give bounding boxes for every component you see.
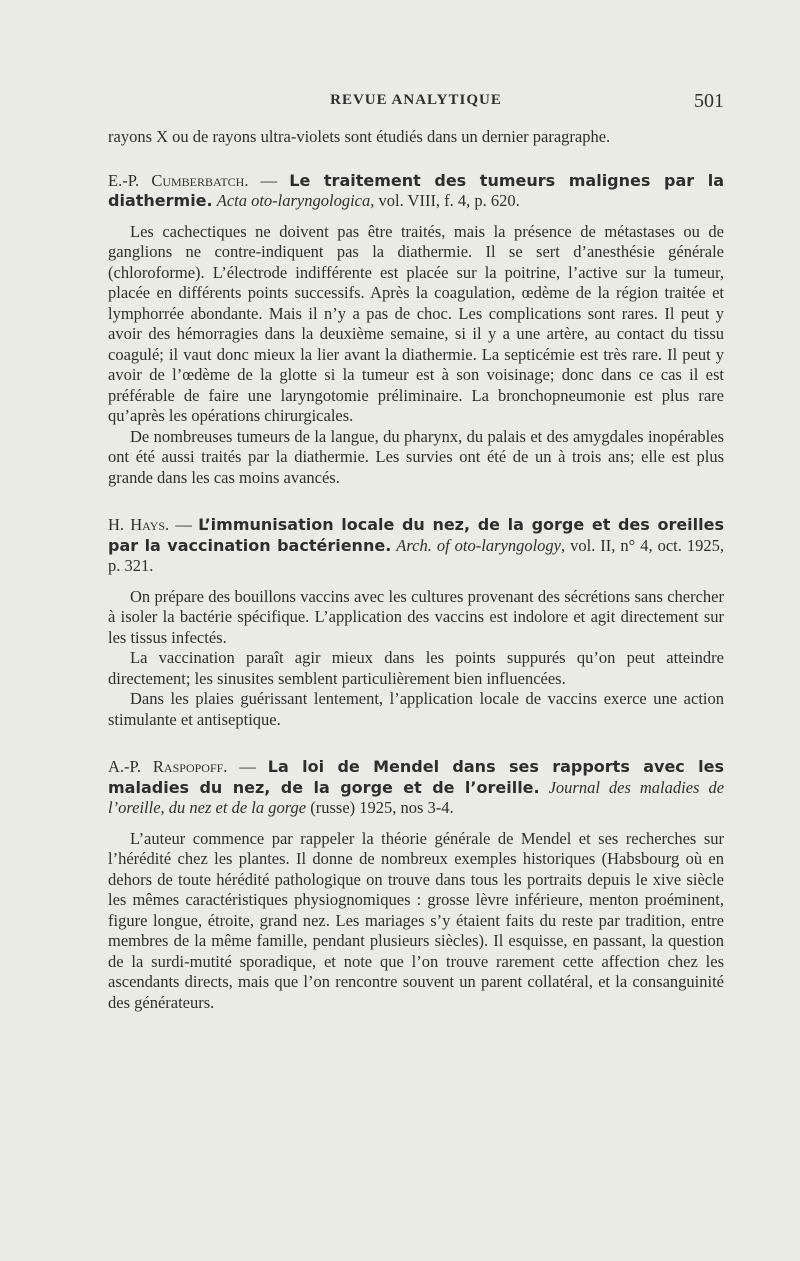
article-reference: , vol. VIII, f. 4, p. 620. <box>370 191 520 210</box>
article-reference: (russe) 1925, nos 3-4. <box>306 798 454 817</box>
citation-dash: — <box>169 515 199 534</box>
article-paragraph: De nombreuses tumeurs de la langue, du pharynx, du palais et des amygdales inopérables ont été aussi traités par la diathermie. Les survies ont été de un à trois ans; elle est plus grande dans les cas moins avancés. <box>108 426 724 487</box>
article-author: E.-P. Cumberbatch. <box>108 170 249 190</box>
page-number: 501 <box>694 90 724 112</box>
article-title: L’immunisation locale du nez, de la gorge et des oreilles par la vaccination bactérienne. <box>108 515 725 555</box>
article-title: Le traitement des tumeurs malignes par la diathermie. <box>108 170 725 210</box>
article-citation <box>108 757 724 819</box>
article-author: A.-P. Raspopoff. <box>108 757 228 776</box>
article-journal: Journal des maladies de l’oreille, du nez et de la gorge <box>108 777 725 817</box>
article-paragraph: La vaccination paraît agir mieux dans les points suppurés qu’on peut atteindre directement; les sinusites semblent particulièrement bien influencées. <box>108 648 724 688</box>
article-paragraph: Les cachectiques ne doivent pas être traités, mais la présence de métastases ou de ganglions ne contre-indiquent pas la diathermie. Il se sert d’anesthésie générale (chloroforme). L’électrode indifférente est placée sur la poitrine, l’active sur la tumeur, placée en différents points successifs. Après la coagulation, œdème de la région traitée et lymphorrée abondante. Mais il n’y a pas de choc. Les complications sont rares. Il peut y avoir des hémorragies dans la deuxième semaine, si il y a une artère, au contact du tissu coagulé; il vaut donc mieux la lier avant la diathermie. La septicémie est très rare. Il peut y avoir de l’œdème de la glotte si la tumeur est à son voisinage; donc dans ce cas il est préférable de faire une laryngotomie préliminaire. La bronchopneumonie est plus rare qu’après les opérations chirurgicales. <box>108 221 724 425</box>
page-header <box>108 90 724 114</box>
article-paragraph: L’auteur commence par rappeler la théorie générale de Mendel et ses recherches sur l’hérédité chez les plantes. Il donne de nombreux exemples historiques (Habsbourg où en dehors de toute hérédité pathologique on trouve dans tous les portraits depuis le xive siècle les mêmes caractéristiques physiognomiques : grosse lèvre inférieure, menton proéminent, figure longue, étroite, grand nez. Les mariages s’y étaient faits du reste par tradition, entre membres de la même famille, pendant plusieurs siècles). Il esquisse, en passant, la question de la surdi-mutité sporadique, et note que l’on trouve rarement cette affection chez les ascendants directs, mais que l’on rencontre souvent un parent collatéral, et la consanguinité des générateurs. <box>108 828 724 1012</box>
article-citation <box>108 171 724 212</box>
article-citation <box>108 515 724 577</box>
running-title: REVUE ANALYTIQUE <box>330 92 502 108</box>
article-journal: Acta oto-laryngologica <box>216 191 371 210</box>
article-reference: , vol. II, n° 4, oct. 1925, p. 321. <box>108 535 725 575</box>
citation-dash: — <box>248 170 290 190</box>
article-author: H. Hays. <box>108 515 170 534</box>
article-paragraph: On prépare des bouillons vaccins avec les cultures provenant des sécrétions sans chercher à isoler la bactérie spécifique. L’application des vaccins est indolore et agit directement sur les tissus infectés. <box>108 586 724 647</box>
article-journal: Arch. of oto-laryngology <box>396 535 561 555</box>
page-content <box>108 127 724 1013</box>
continuation-paragraph: rayons X ou de rayons ultra-violets sont étudiés dans un dernier paragraphe. <box>108 127 611 146</box>
article-title: La loi de Mendel dans ses rapports avec les maladies du nez, de la gorge et de l’oreille. <box>108 757 725 797</box>
article-paragraph: Dans les plaies guérissant lentement, l’application locale de vaccins exerce une action stimulante et antiseptique. <box>108 689 724 729</box>
citation-dash: — <box>227 757 268 776</box>
